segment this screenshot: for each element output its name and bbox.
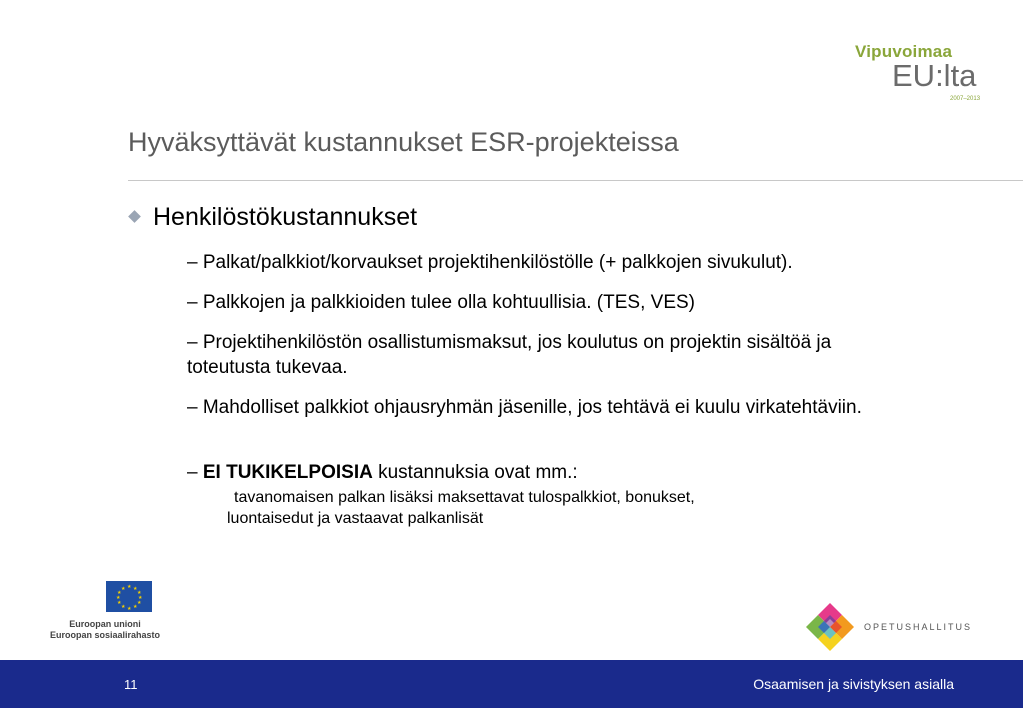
eu-line-2: Euroopan sosiaalirahasto: [49, 630, 161, 640]
eu-flag-icon: ★ ★ ★ ★ ★ ★ ★ ★ ★ ★ ★ ★: [106, 581, 152, 612]
eu-line-1: Euroopan unioni: [69, 619, 141, 629]
opetushallitus-logo: [806, 603, 976, 653]
eu-logo-text: [45, 619, 165, 641]
sub-item-2: – Palkkojen ja palkkioiden tulee olla kohtuullisia. (TES, VES): [187, 292, 695, 313]
detail-line-1: tavanomaisen palkan lisäksi maksettavat tulospalkkiot, bonukset,: [234, 489, 695, 506]
logo-top-text: Vipuvoimaa: [855, 42, 953, 61]
detail-text: [187, 487, 887, 529]
sub-item-5: [187, 460, 967, 485]
main-bullet: [130, 203, 417, 232]
slide-title: Hyväksyttävät kustannukset ESR-projekteissa: [128, 127, 679, 157]
sub-item-5-rest: kustannuksia ovat mm.:: [372, 462, 578, 483]
sub-item-1: – Palkat/palkkiot/korvaukset projektihenkilöstölle (+ palkkojen sivukulut).: [187, 252, 793, 273]
detail-line-2: luontaisedut ja vastaavat palkanlisät: [227, 510, 484, 527]
opetushallitus-mark-icon: [806, 603, 854, 651]
page-number: 11: [124, 677, 138, 692]
sub-item-4: – Mahdolliset palkkiot ohjausryhmän jäsenille, jos tehtävä ei kuulu virkatehtäviin.: [187, 397, 862, 418]
title-divider: [128, 180, 1023, 181]
logo-main-text: EU:lta: [892, 58, 977, 93]
oph-name: OPETUSHALLITUS: [864, 622, 973, 632]
sub-item-5-prefix: –: [187, 462, 203, 483]
diamond-bullet-icon: [128, 210, 141, 223]
vipuvoimaa-eulta-logo: [855, 42, 995, 104]
logo-years-text: 2007–2013: [950, 96, 981, 102]
footer-bar: [0, 660, 1023, 708]
sub-item-5-bold: EI TUKIKELPOISIA: [202, 462, 373, 483]
sub-item-3: – Projektihenkilöstön osallistumismaksut, jos koulutus on projektin sisältöä ja toteutusta tukevaa.: [187, 332, 832, 378]
main-bullet-text: Henkilöstökustannukset: [153, 203, 418, 231]
footer-slogan: Osaamisen ja sivistyksen asialla: [753, 676, 954, 692]
eu-logo: [45, 581, 165, 641]
